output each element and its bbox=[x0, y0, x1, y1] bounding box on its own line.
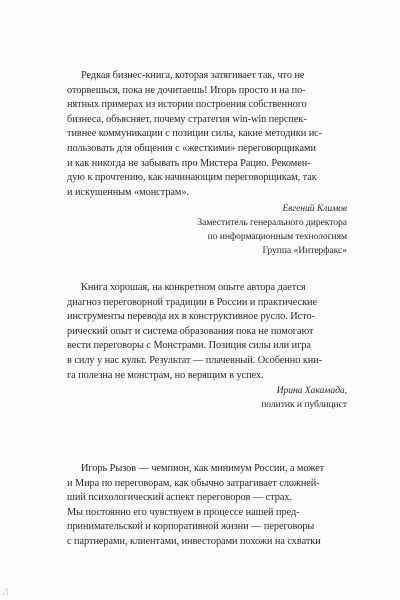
review-line: в силу у нас культ. Результат — плачевный. Особенно кни- bbox=[67, 354, 323, 366]
review-line: Мы постоянно его чувствуем в процессе нашей пред- bbox=[67, 506, 300, 518]
review-line: диагноз переговорной традиции в России и практические bbox=[67, 296, 318, 308]
author-name: Ирина Хакамада, bbox=[276, 385, 347, 396]
review-1-attribution bbox=[197, 202, 347, 258]
review-line: инструменты перевода их в конструктивное русло. Исто- bbox=[67, 311, 315, 323]
author-title: Заместитель генерального директора bbox=[197, 217, 347, 228]
author-name: Евгений Климов bbox=[282, 203, 347, 214]
review-line: Игорь Рызов — чемпион, как минимум России, а может bbox=[81, 463, 325, 474]
review-1-text bbox=[67, 69, 347, 200]
corner-mark: Л bbox=[3, 587, 10, 597]
review-line: Редкая бизнес-книга, которая затягивает так, что не bbox=[81, 70, 305, 81]
review-line: пользовать для общения с «жесткими» переговорщиками bbox=[67, 142, 316, 154]
review-3-text bbox=[67, 462, 347, 550]
review-line: принимательской и корпоративной жизни — переговоры bbox=[67, 521, 315, 533]
review-line: и Мира по переговорам, как обычно затрагивает сложней- bbox=[67, 477, 320, 489]
review-line: га полезна не монстрам, но верящим в успех. bbox=[67, 369, 264, 381]
author-title: Группа «Интерфакс» bbox=[262, 245, 347, 256]
review-2-text bbox=[67, 281, 347, 383]
review-line: и искушенным «монстрам». bbox=[67, 186, 189, 198]
review-line: и как никогда не забывать про Мистера Рацио. Рекомен- bbox=[67, 157, 311, 169]
review-2-attribution bbox=[261, 384, 347, 412]
author-title: политик и публицист bbox=[261, 399, 347, 410]
author-title: по информационным технологиям bbox=[207, 231, 347, 242]
review-line: ший психологический аспект переговоров — страх. bbox=[67, 492, 292, 504]
review-line: рический опыт и система образования пока не помогают bbox=[67, 325, 314, 337]
review-line: нятных примерах из истории построения собственного bbox=[67, 99, 307, 111]
review-line: с партнерами, клиентами, инвесторами похожи на схватки bbox=[67, 535, 321, 547]
review-line: оторвешься, пока не дочитаешь! Игорь просто и на по- bbox=[67, 84, 306, 96]
review-line: тивнее коммуникации с позиции силы, какие методики ис- bbox=[67, 128, 323, 140]
review-line: Книга хорошая, на конкретном опыте автора дается bbox=[81, 282, 306, 293]
review-line: вести переговоры с Монстрами. Позиция силы или игра bbox=[67, 340, 311, 352]
review-line: бизнеса, объясняет, почему стратегия win-win перспек- bbox=[67, 113, 307, 125]
review-line: дую к прочтению, как начинающим переговорщикам, так bbox=[67, 172, 317, 184]
